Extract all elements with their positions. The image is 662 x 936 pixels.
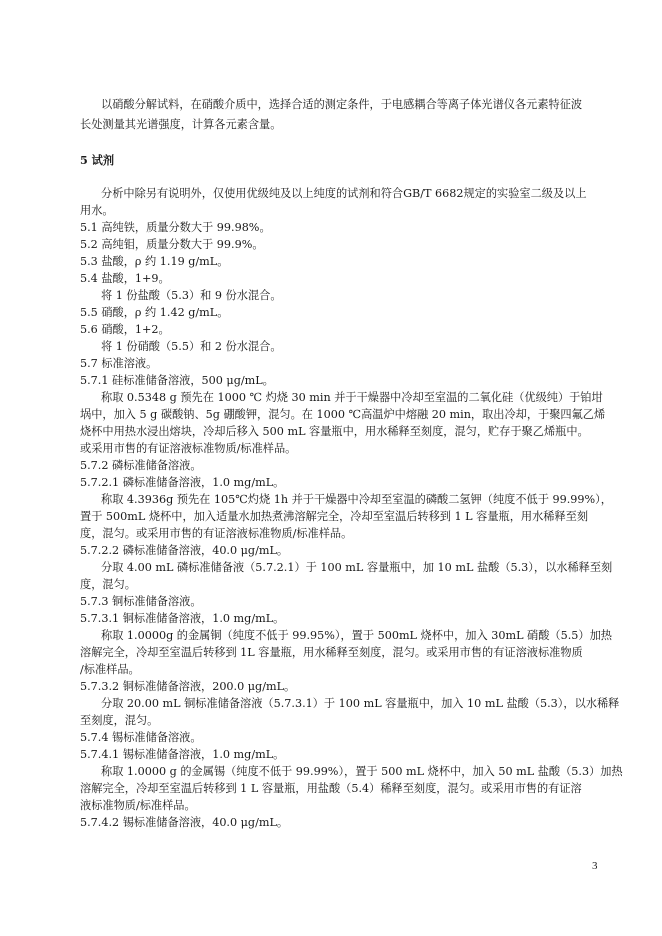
paragraph-line: 或采用市售的有证溶液标准物质/标准样品。 xyxy=(80,442,297,455)
paragraph-line: 分取 4.00 mL 磷标准储备液（5.7.2.1）于 100 mL 容量瓶中，加 10 mL 盐酸（5.3），以水稀释至刻 xyxy=(101,561,613,574)
section-heading: 5 试剂 xyxy=(80,153,115,167)
paragraph-line: 将 1 份硝酸（5.5）和 2 份水混合。 xyxy=(101,340,282,353)
clause-line: 5.3 盐酸，ρ 约 1.19 g/mL。 xyxy=(80,255,229,268)
paragraph-line: 置于 500mL 烧杯中，加入适量水加热煮沸溶解完全，冷却至室温后转移到 1 L 容量瓶，用水稀释至刻 xyxy=(80,510,589,523)
clause-line: 5.7.2.1 磷标准储备溶液，1.0 mg/mL。 xyxy=(80,476,285,489)
paragraph-line: 溶解完全，冷却至室温后转移到 1 L 容量瓶，用盐酸（5.4）稀释至刻度，混匀。或采用市售的有证溶 xyxy=(80,782,582,795)
paragraph-line: 度，混匀。或采用市售的有证溶液标准物质/标准样品。 xyxy=(80,527,353,540)
paragraph-line: /标准样品。 xyxy=(80,663,140,676)
clause-line: 5.7.4.1 锡标准储备溶液，1.0 mg/mL。 xyxy=(80,748,285,761)
paragraph-line: 度，混匀。 xyxy=(80,578,136,591)
clause-line: 5.6 硝酸，1+2。 xyxy=(80,323,170,336)
paragraph-line: 埚中，加入 5 g 碳酸钠、5g 硼酸钾，混匀。在 1000 ℃高温炉中熔融 20 min，取出冷却，于聚四氟乙烯 xyxy=(80,408,606,421)
paragraph-line: 分析中除另有说明外，仅使用优级纯及以上纯度的试剂和符合GB/T 6682规定的实验室二级及以上 xyxy=(101,187,587,200)
clause-line: 5.7.4 锡标准储备溶液。 xyxy=(80,731,202,744)
clause-line: 5.7.2.2 磷标准储备溶液，40.0 μg/mL。 xyxy=(80,544,289,557)
clause-line: 5.7.3.1 铜标准储备溶液，1.0 mg/mL。 xyxy=(80,612,285,625)
paragraph-line: 称取 1.0000g 的金属铜（纯度不低于 99.95%），置于 500mL 烧杯中，加入 30mL 硝酸（5.5）加热 xyxy=(101,629,612,642)
clause-line: 5.7.3 铜标准储备溶液。 xyxy=(80,595,202,608)
clause-line: 5.2 高纯钼，质量分数大于 99.9%。 xyxy=(80,238,264,251)
clause-line: 5.7.1 硅标准储备溶液，500 μg/mL。 xyxy=(80,374,274,387)
clause-line: 5.7.3.2 铜标准储备溶液，200.0 μg/mL。 xyxy=(80,680,296,693)
paragraph-line: 称取 4.3936g 预先在 105℃灼烧 1h 并于干燥器中冷却至室温的磷酸二氢钾（纯度不低于 99.99%）， xyxy=(101,493,612,506)
clause-line: 5.5 硝酸，ρ 约 1.42 g/mL。 xyxy=(80,306,229,319)
paragraph-line: 液标准物质/标准样品。 xyxy=(80,799,196,812)
paragraph-line: 以硝酸分解试料，在硝酸介质中，选择合适的测定条件，于电感耦合等离子体光谱仪各元素特征波 xyxy=(101,98,583,111)
paragraph-line: 称取 0.5348 g 预先在 1000 ℃ 灼烧 30 min 并于干燥器中冷却至室温的二氧化硅（优级纯）于铂坩 xyxy=(101,391,603,404)
paragraph-line: 将 1 份盐酸（5.3）和 9 份水混合。 xyxy=(101,289,282,302)
paragraph-line: 溶解完全，冷却至室温后转移到 1L 容量瓶，用水稀释至刻度，混匀。或采用市售的有证溶液标准物质 xyxy=(80,646,583,659)
paragraph-line: 至刻度，混匀。 xyxy=(80,714,159,727)
page-number: 3 xyxy=(592,860,598,872)
paragraph-line: 长处测量其光谱强度，计算各元素含量。 xyxy=(80,118,282,131)
clause-line: 5.4 盐酸，1+9。 xyxy=(80,272,170,285)
clause-line: 5.7.4.2 锡标准储备溶液，40.0 μg/mL。 xyxy=(80,816,289,829)
paragraph-line: 称取 1.0000 g 的金属锡（纯度不低于 99.99%），置于 500 mL 烧杯中，加入 50 mL 盐酸（5.3）加热 xyxy=(101,765,623,778)
paragraph-line: 烧杯中用热水浸出熔块，冷却后移入 500 mL 容量瓶中，用水稀释至刻度，混匀，贮存于聚乙烯瓶中。 xyxy=(80,425,589,438)
clause-line: 5.1 高纯铁，质量分数大于 99.98%。 xyxy=(80,221,271,234)
clause-line: 5.7 标准溶液。 xyxy=(80,357,158,370)
clause-line: 5.7.2 磷标准储备溶液。 xyxy=(80,459,202,472)
paragraph-line: 用水。 xyxy=(80,204,114,217)
paragraph-line: 分取 20.00 mL 铜标准储备溶液（5.7.3.1）于 100 mL 容量瓶中，加入 10 mL 盐酸（5.3），以水稀释 xyxy=(101,697,620,710)
